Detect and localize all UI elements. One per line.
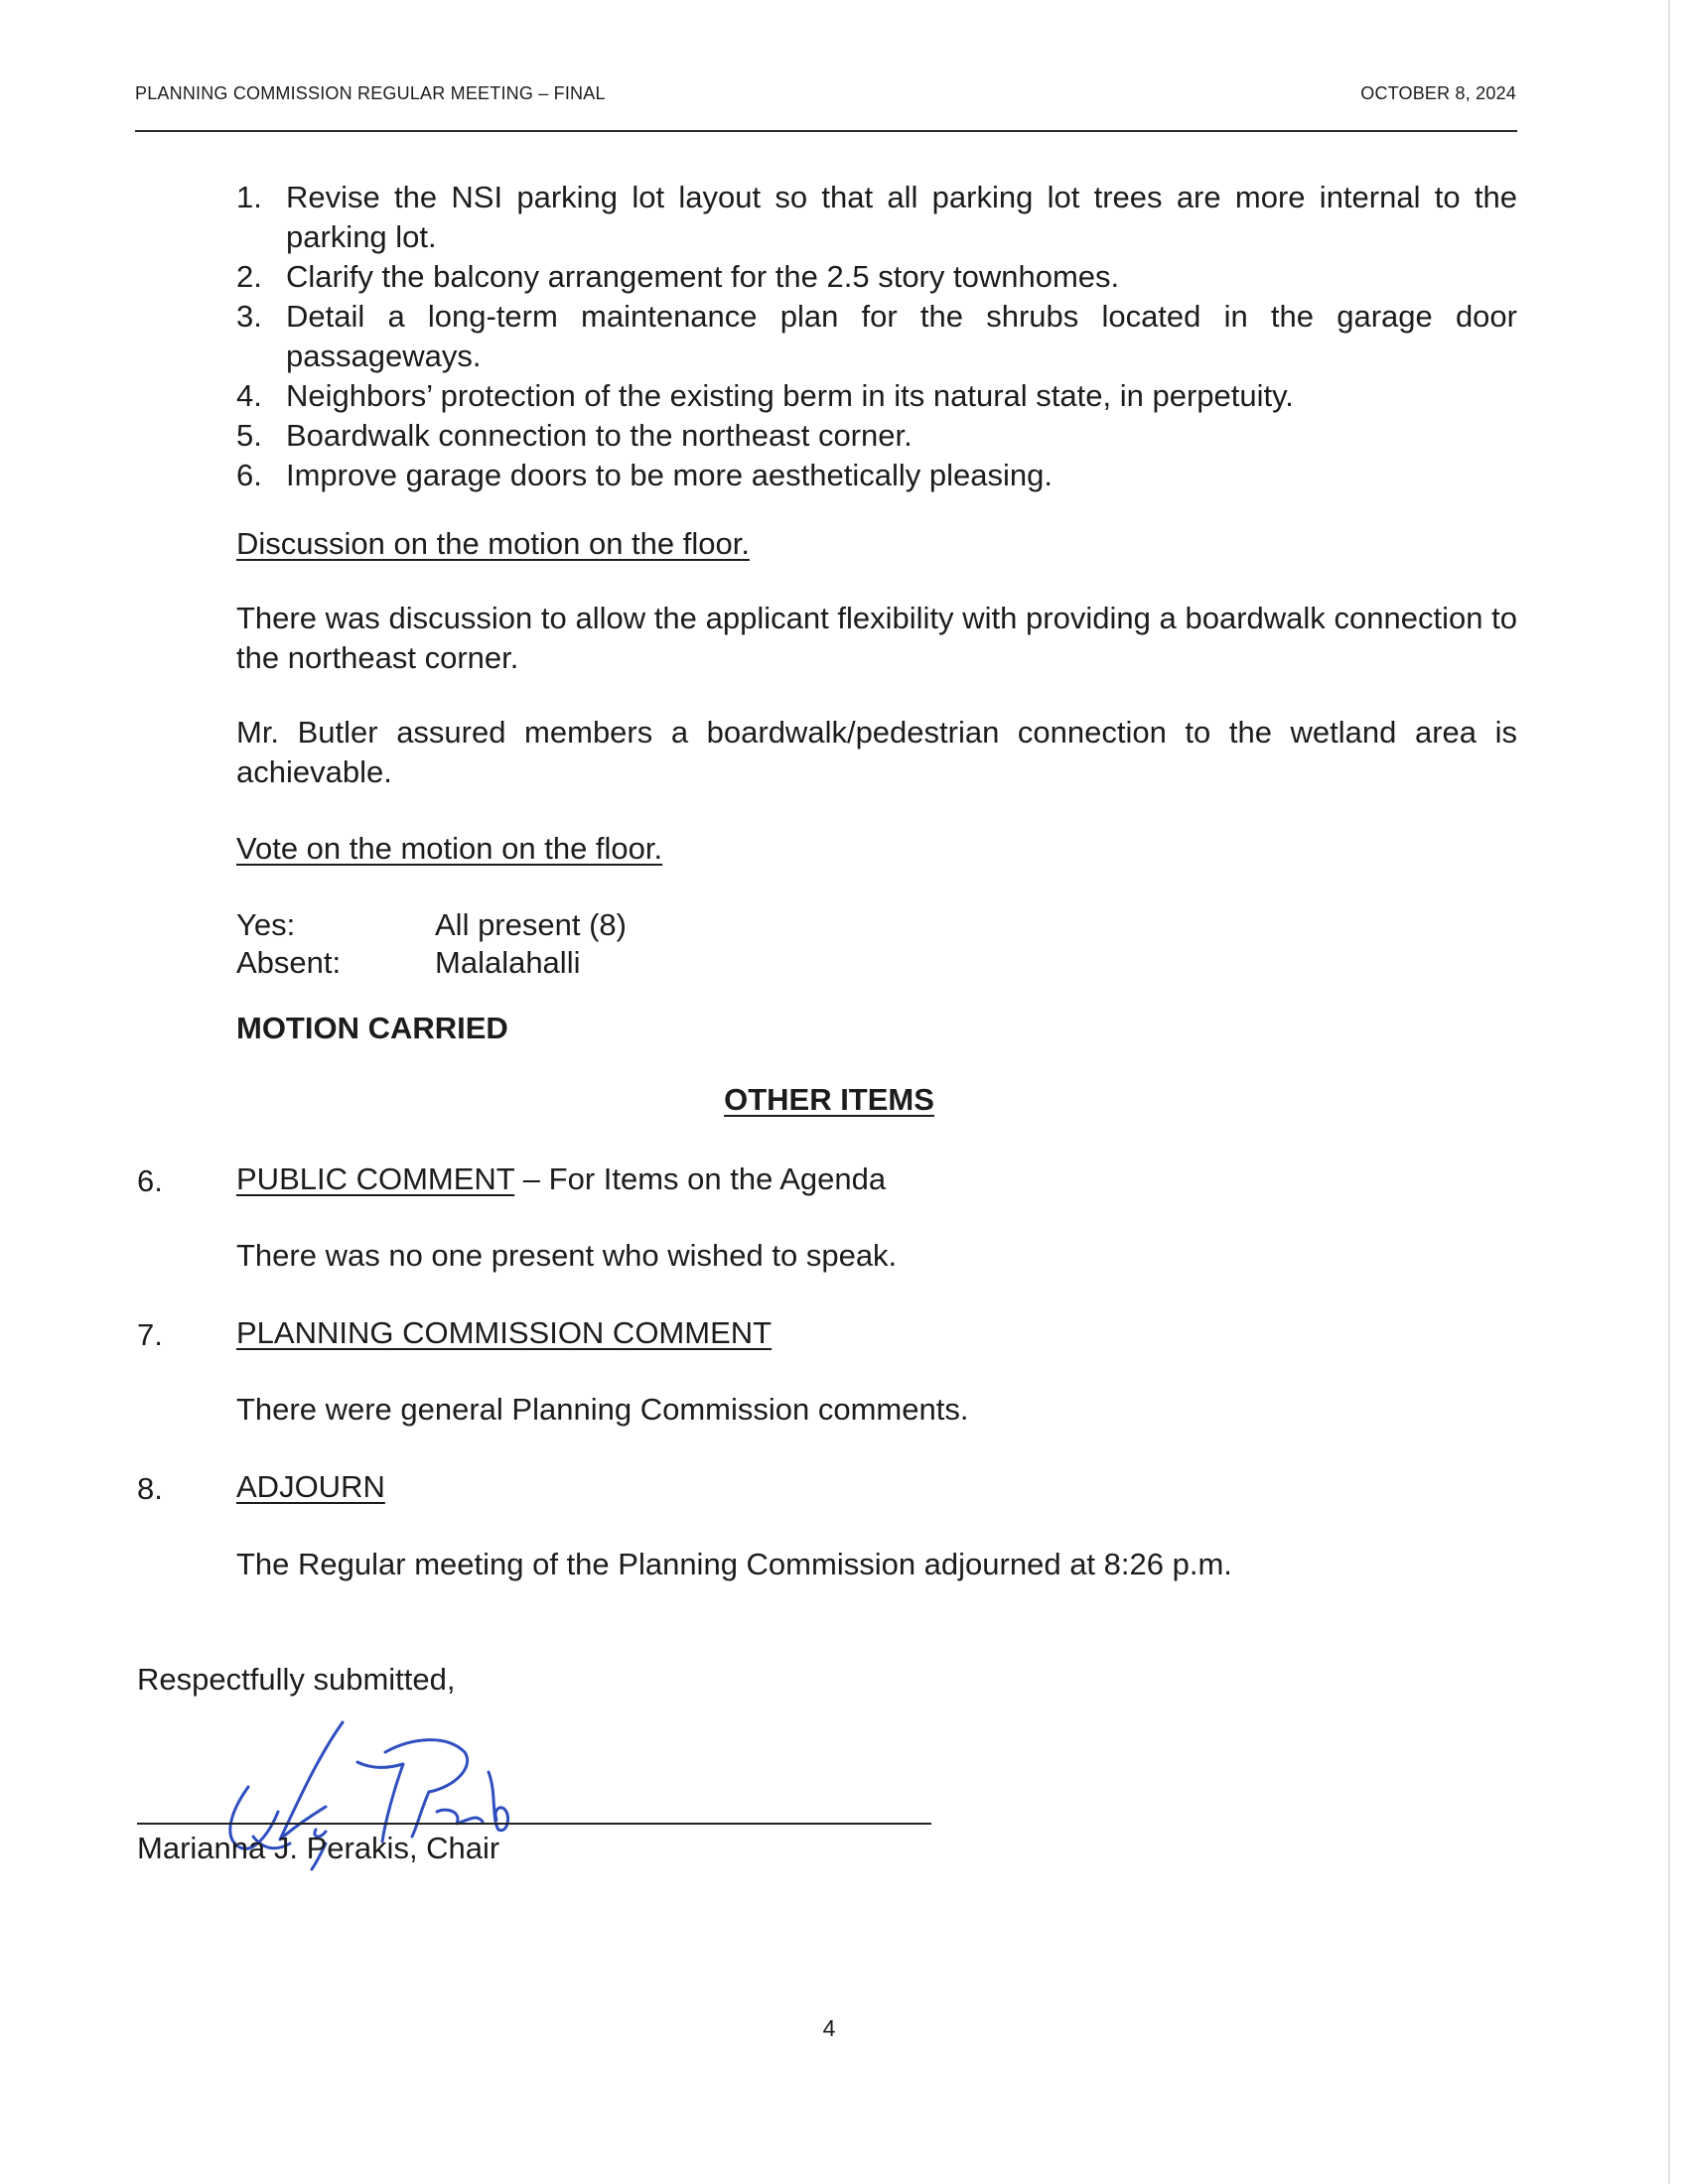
condition-item xyxy=(236,456,1517,495)
condition-text: Revise the NSI parking lot layout so that all parking lot trees are more internal to the parking lot. xyxy=(286,180,1517,254)
vote-yes-value: All present (8) xyxy=(435,907,627,942)
page-edge-shadow xyxy=(1668,0,1670,2184)
discussion-paragraph-butler: Mr. Butler assured members a boardwalk/pedestrian connection to the wetland area is achievable. xyxy=(236,715,1517,789)
page-number: 4 xyxy=(822,2015,836,2041)
agenda-item-number: 6. xyxy=(137,1163,163,1198)
agenda-item-title: ADJOURN xyxy=(236,1469,385,1504)
condition-text: Detail a long-term maintenance plan for the shrubs located in the garage door passageways. xyxy=(286,299,1517,373)
running-header-title: PLANNING COMMISSION REGULAR MEETING – FINAL xyxy=(135,83,606,103)
signature-line xyxy=(137,1823,931,1825)
vote-absent-label: Absent: xyxy=(236,945,342,980)
condition-number: 1. xyxy=(236,180,262,214)
condition-item xyxy=(236,297,1517,376)
agenda-item-text: There was no one present who wished to speak. xyxy=(236,1238,898,1273)
agenda-item-heading xyxy=(236,1467,1517,1507)
agenda-item-text: The Regular meeting of the Planning Commission adjourned at 8:26 p.m. xyxy=(236,1547,1232,1581)
vote-absent-value: Malalahalli xyxy=(435,945,581,980)
agenda-item-heading xyxy=(236,1160,1517,1199)
agenda-item-title: PLANNING COMMISSION COMMENT xyxy=(236,1315,773,1350)
vote-yes-label: Yes: xyxy=(236,907,296,942)
condition-item xyxy=(236,257,1517,297)
motion-result: MOTION CARRIED xyxy=(236,1011,508,1045)
discussion-heading: Discussion on the motion on the floor. xyxy=(236,526,750,561)
closing-salutation: Respectfully submitted, xyxy=(137,1662,456,1697)
condition-text: Boardwalk connection to the northeast corner. xyxy=(286,418,913,453)
agenda-item-heading xyxy=(236,1313,1517,1353)
condition-text: Improve garage doors to be more aesthetically pleasing. xyxy=(286,458,1053,492)
agenda-item-number: 7. xyxy=(137,1317,163,1352)
condition-item xyxy=(236,416,1517,456)
condition-number: 2. xyxy=(236,259,262,294)
agenda-item-text: There were general Planning Commission comments. xyxy=(236,1392,969,1427)
agenda-item-suffix: – For Items on the Agenda xyxy=(514,1161,887,1196)
agenda-item-title: PUBLIC COMMENT xyxy=(236,1161,515,1196)
conditions-list xyxy=(236,178,1517,495)
running-header-date: OCTOBER 8, 2024 xyxy=(1360,83,1516,103)
condition-text: Clarify the balcony arrangement for the 2.5 story townhomes. xyxy=(286,259,1120,294)
condition-number: 4. xyxy=(236,378,262,413)
header-rule xyxy=(135,130,1517,132)
condition-number: 5. xyxy=(236,418,262,453)
condition-number: 6. xyxy=(236,458,262,492)
agenda-item-number: 8. xyxy=(137,1471,163,1506)
signer-name: Marianna J. Perakis, Chair xyxy=(137,1831,500,1865)
condition-item xyxy=(236,178,1517,257)
vote-heading: Vote on the motion on the floor. xyxy=(236,831,663,866)
discussion-paragraph: There was discussion to allow the applicant flexibility with providing a boardwalk connection to the northeast corner. xyxy=(236,601,1517,675)
condition-item xyxy=(236,376,1517,416)
condition-number: 3. xyxy=(236,299,262,334)
other-items-heading: OTHER ITEMS xyxy=(724,1082,934,1117)
condition-text: Neighbors’ protection of the existing berm in its natural state, in perpetuity. xyxy=(286,378,1294,413)
